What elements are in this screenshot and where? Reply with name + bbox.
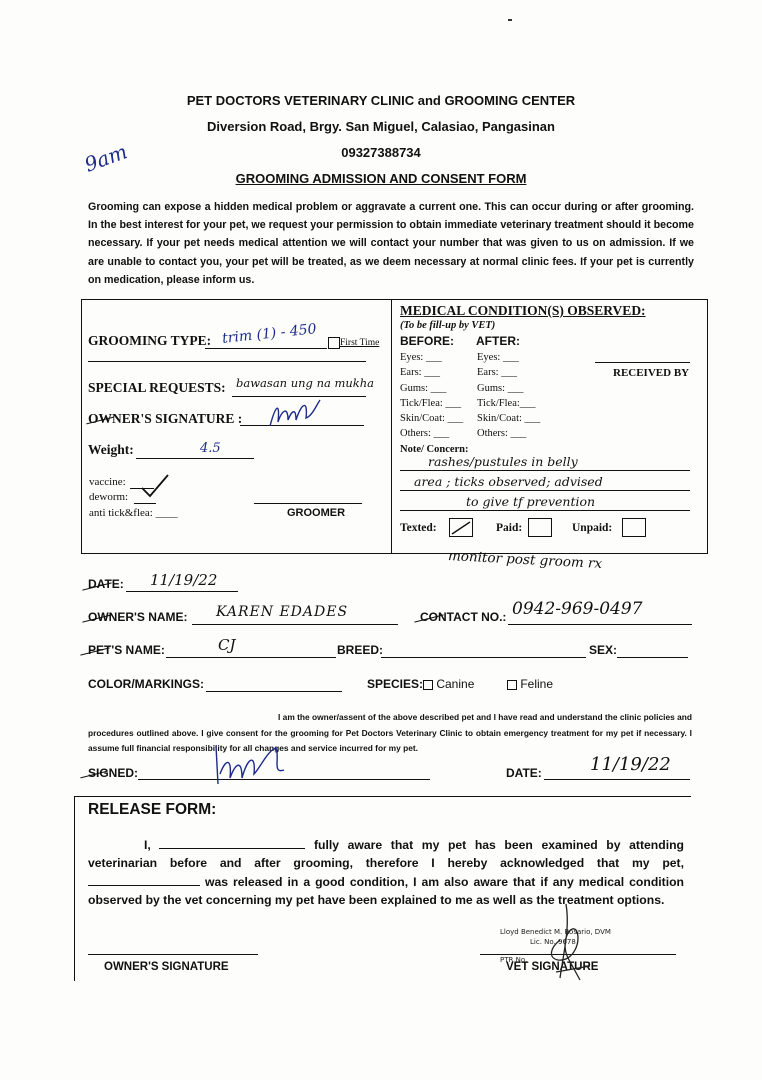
contact-line <box>508 624 692 625</box>
scan-speck <box>508 19 512 21</box>
deworm-label: deworm: <box>89 491 129 503</box>
vet-signature-scribble <box>530 900 610 984</box>
texted-checkbox[interactable] <box>449 518 473 537</box>
clinic-name: PET DOCTORS VETERINARY CLINIC and GROOMING CENTER <box>186 93 576 108</box>
consent-date-label: DATE: <box>506 766 542 780</box>
intro-paragraph: Grooming can expose a hidden medical problem or aggravate a current one. This can occur during or after grooming. In the best interest for your pet, we request your permission to obtain immediate veterinary treatment should it become necessary. If your pet needs medical attention we will contact your number that was given to us on admission. If we are unable to contact you, your pet will be treated, as we deem necessary at normal clinic fees. If your pet is currently on medication, please inform us. <box>88 201 694 286</box>
margin-note: 9am <box>81 139 131 177</box>
vet-stamp-license: Lic. No. 9678 <box>530 938 576 946</box>
paid-checkbox[interactable] <box>528 518 552 537</box>
after-others: Others: ___ <box>477 428 527 440</box>
release-text-3: was released in a good condition, I am also aware that if any medical condition observed by the vet concerning my pet have been explained to me as well as the treatment options. <box>88 874 684 907</box>
medical-title: MEDICAL CONDITION(S) OBSERVED: <box>400 303 646 318</box>
feline-checkbox[interactable] <box>507 680 517 690</box>
release-pet-blank[interactable] <box>88 875 200 886</box>
signed-label: SIGNED: <box>88 766 139 780</box>
groomer-line <box>254 503 362 504</box>
contact-label: CONTACT NO.: <box>420 610 507 624</box>
feline-label: Feline <box>520 677 554 691</box>
before-others: Others: ___ <box>400 428 450 440</box>
note-line-3-text: to give tf prevention <box>466 494 596 509</box>
after-list <box>477 350 540 442</box>
grooming-type-label: GROOMING TYPE: <box>88 333 212 348</box>
release-text-1: I, <box>144 838 160 852</box>
special-requests-label: SPECIAL REQUESTS: <box>88 380 226 395</box>
special-requests-value: bawasan ung na mukha <box>236 376 375 390</box>
before-tick-flea: Tick/Flea: ___ <box>400 397 462 409</box>
species-label: SPECIES: <box>367 677 424 691</box>
box-divider <box>391 299 392 553</box>
contact-value: 0942-969-0497 <box>512 599 643 619</box>
weight-value: 4.5 <box>200 441 221 456</box>
after-gums: Gums: ___ <box>477 382 524 394</box>
unpaid-label: Unpaid: <box>572 522 613 534</box>
release-paragraph <box>88 836 684 909</box>
note-line-2 <box>400 490 690 491</box>
breed-line <box>381 657 586 658</box>
post-groom-note: monitor post groom rx <box>447 547 603 573</box>
before-ears: Ears: ___ <box>400 367 440 379</box>
after-ears: Ears: ___ <box>477 367 517 379</box>
before-gums: Gums: ___ <box>400 382 447 394</box>
paid-label: Paid: <box>496 522 523 534</box>
before-eyes: Eyes: ___ <box>400 352 442 363</box>
release-title: RELEASE FORM: <box>88 801 217 818</box>
consent-date-value: 11/19/22 <box>590 754 671 775</box>
after-skin-coat: Skin/Coat: ___ <box>477 413 541 425</box>
grooming-type-line-2 <box>88 361 366 362</box>
vet-signature-label: VET SIGNATURE <box>506 961 599 973</box>
note-line-2-text: area ; ticks observed; advised <box>414 474 603 489</box>
vet-stamp-name: Lloyd Benedict M. Rosario, DVM <box>500 928 611 936</box>
form-title: GROOMING ADMISSION AND CONSENT FORM <box>235 171 527 186</box>
received-by-label: RECEIVED BY <box>613 367 690 379</box>
release-text-2: fully aware that my pet has been examined by attending veterinarian before and after grooming, therefore I hereby acknowledged that my pet, <box>88 838 684 871</box>
before-skin-coat: Skin/Coat: ___ <box>400 413 464 425</box>
first-time-label: First Time <box>340 338 380 349</box>
species-feline-option[interactable] <box>507 677 553 691</box>
grooming-type-line <box>205 348 327 349</box>
canine-label: Canine <box>436 677 475 691</box>
before-label: BEFORE: <box>400 334 454 348</box>
color-markings-label: COLOR/MARKINGS: <box>88 677 204 691</box>
pet-name-line <box>166 657 336 658</box>
note-concern-label: Note/ Concern: <box>400 444 469 455</box>
received-by-line <box>595 362 690 363</box>
after-tick-flea: Tick/Flea:___ <box>477 397 536 409</box>
after-label: AFTER: <box>476 334 520 348</box>
pet-name-value: CJ <box>218 636 236 654</box>
consent-date-line <box>544 779 690 780</box>
groomer-label: GROOMER <box>287 507 346 519</box>
unpaid-checkbox[interactable] <box>622 518 646 537</box>
color-markings-line <box>206 691 342 692</box>
canine-checkbox[interactable] <box>423 680 433 690</box>
grooming-type-value: trim (1) - 450 <box>221 321 318 347</box>
owner-name-label: OWNER'S NAME: <box>88 610 188 624</box>
anti-tick-flea-label: anti tick&flea: ____ <box>89 507 178 519</box>
after-eyes: Eyes: ___ <box>477 352 519 363</box>
owner-name-line <box>192 624 398 625</box>
sex-label: SEX: <box>589 643 618 657</box>
note-line-1-text: rashes/pustules in belly <box>428 454 578 469</box>
texted-label: Texted: <box>400 522 437 534</box>
note-line-1 <box>400 470 690 471</box>
owner-name-value: KAREN EDADES <box>216 604 349 620</box>
first-time-option[interactable] <box>328 337 379 349</box>
release-owner-signature-label: OWNER'S SIGNATURE <box>104 961 229 973</box>
owner-signature-label: OWNER'S SIGNATURE : <box>88 411 243 426</box>
release-owner-signature-line <box>88 954 258 955</box>
breed-label: BREED: <box>337 643 384 657</box>
weight-line <box>136 458 254 459</box>
pet-name-label: PET'S NAME: <box>88 643 165 657</box>
texted-check-mark <box>450 519 472 536</box>
clinic-address: Diversion Road, Brgy. San Miguel, Calasiao, Pangasinan <box>207 119 555 134</box>
consent-signature-scribble <box>210 744 290 790</box>
release-name-blank[interactable] <box>159 838 305 849</box>
before-list <box>400 350 463 442</box>
note-line-3 <box>400 510 690 511</box>
species-canine-option[interactable] <box>423 677 474 691</box>
vaccine-label: vaccine: <box>89 476 126 488</box>
first-time-checkbox[interactable] <box>328 337 340 349</box>
owner-signature-scribble <box>266 396 322 432</box>
date-value: 11/19/22 <box>150 571 218 589</box>
weight-label: Weight: <box>88 442 134 457</box>
sex-line <box>617 657 688 658</box>
medical-subtitle: (To be fill-up by VET) <box>400 320 496 331</box>
consent-paragraph: I am the owner/assent of the above described pet and I have read and understand the clinic policies and procedures outlined above. I give consent for the grooming for Pet Doctors Veterinary Clinic to obtain emergency treatment for my pet if necessary. I assume full financial responsibility for all changes and service incurred for my pet. <box>88 712 692 753</box>
vet-stamp-ptr: PTR No. <box>500 956 528 964</box>
date-label: DATE: <box>88 577 124 591</box>
deworm-check-mark <box>138 472 172 500</box>
date-line <box>126 591 238 592</box>
deworm-line <box>134 503 156 504</box>
clinic-phone: 09327388734 <box>341 145 421 160</box>
